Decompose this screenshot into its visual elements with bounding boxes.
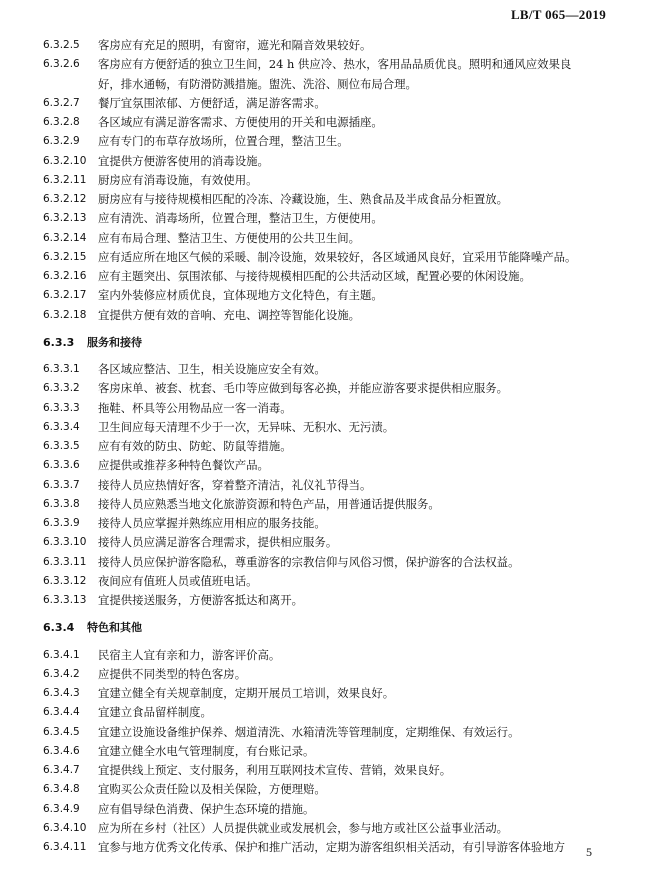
clause-number: 6.3.2.14 — [43, 231, 87, 244]
section-heading-service — [43, 333, 623, 352]
clause-text: 应有主题突出、氛围浓郁、与接待规模相匹配的公共活动区域，配置必要的休闲设施。 — [98, 269, 531, 283]
clause-text: 宜建立健全有关规章制度，定期开展员工培训，效果良好。 — [98, 686, 395, 700]
clause-text: 宜建立设施设备维护保养、烟道清洗、水箱清洗等管理制度，定期维保、有效运行。 — [98, 724, 520, 739]
clause-item — [43, 456, 623, 475]
section-title: 特色和其他 — [87, 621, 142, 635]
section-title: 服务和接待 — [87, 335, 142, 349]
clause-number: 6.3.4.9 — [43, 802, 80, 815]
clause-number: 6.3.3.10 — [43, 536, 87, 549]
clause-item — [43, 152, 623, 171]
document-body — [43, 36, 623, 857]
clause-number: 6.3.2.8 — [43, 116, 80, 128]
clause-text: 卫生间应每天清理不少于一次，无异味、无积水、无污渍。 — [98, 419, 395, 434]
clause-text: 室内外装修应材质优良，宜体现地方文化特色，有主题。 — [98, 288, 383, 303]
clause-item — [43, 113, 623, 132]
clause-number: 6.3.3.12 — [43, 574, 87, 587]
standard-code-header: LB/T 065—2019 — [510, 7, 606, 22]
clause-text: 应有适应所在地区气候的采暖、制冷设施，效果较好，各区域通风良好，宜采用节能降噪产品。 — [98, 249, 577, 264]
clause-number: 6.3.4.4 — [43, 706, 80, 719]
clause-text: 民宿主人宜有亲和力，游客评价高。 — [98, 647, 281, 662]
clause-text: 夜间应有值班人员或值班电话。 — [98, 573, 258, 588]
clause-item — [43, 379, 623, 398]
clause-item — [43, 209, 623, 228]
clause-item — [43, 646, 623, 665]
clause-text: 宜提供接送服务，方便游客抵达和离开。 — [98, 593, 304, 607]
clause-text: 客房床单、被套、枕套、毛巾等应做到每客必换，并能应游客要求提供相应服务。 — [98, 381, 509, 396]
clause-text: 应为所在乡村（社区）人员提供就业或发展机会，参与地方或社区公益事业活动。 — [98, 820, 509, 835]
clause-text: 应有倡导绿色消费、保护生态环境的措施。 — [98, 801, 315, 816]
clause-text: 接待人员应热情好客，穿着整齐清洁，礼仪礼节得当。 — [98, 477, 372, 492]
clause-list-service — [43, 360, 623, 610]
clause-item — [43, 94, 623, 113]
clause-item — [43, 55, 623, 74]
clause-number: 6.3.3.7 — [43, 478, 80, 491]
clause-text: 宜建立食品留样制度。 — [98, 705, 212, 720]
clause-number: 6.3.3.11 — [43, 555, 87, 568]
clause-item — [43, 684, 623, 703]
clause-number: 6.3.2.7 — [43, 96, 80, 109]
clause-text: 各区域应有满足游客需求、方便使用的开关和电源插座。 — [98, 115, 383, 129]
clause-number: 6.3.3.4 — [43, 420, 80, 433]
clause-text: 应有布局合理、整洁卫生、方便使用的公共卫生间。 — [98, 230, 360, 245]
clause-item — [43, 360, 623, 379]
clause-text: 宜提供方便有效的音响、充电、调控等智能化设施。 — [98, 307, 360, 322]
clause-item — [43, 476, 623, 495]
clause-text: 宜提供线上预定、支付服务，利用互联网技术宣传、营销，效果良好。 — [98, 763, 452, 777]
section-heading-features — [43, 618, 623, 637]
section-number: 6.3.3 — [43, 335, 75, 349]
section-number: 6.3.4 — [43, 621, 75, 635]
clause-item — [43, 819, 623, 838]
clause-item — [43, 132, 623, 151]
clause-continuation — [43, 75, 623, 94]
clause-item — [43, 723, 623, 742]
clause-number: 6.3.4.5 — [43, 725, 80, 738]
clause-number: 6.3.2.6 — [43, 58, 80, 71]
clause-item — [43, 437, 623, 456]
clause-number: 6.3.3.1 — [43, 363, 80, 375]
clause-item — [43, 306, 623, 325]
clause-text: 接待人员应保护游客隐私，尊重游客的宗教信仰与风俗习惯，保护游客的合法权益。 — [98, 554, 520, 569]
clause-number: 6.3.2.9 — [43, 135, 80, 148]
clause-text: 宜提供方便游客使用的消毒设施。 — [98, 153, 269, 168]
clause-item — [43, 267, 623, 286]
clause-item — [43, 514, 623, 533]
clause-item — [43, 665, 623, 684]
clause-text: 各区域应整洁、卫生，相关设施应安全有效。 — [98, 362, 326, 376]
clause-item — [43, 553, 623, 572]
clause-number: 6.3.4.10 — [43, 821, 87, 834]
clause-number: 6.3.4.8 — [43, 783, 80, 796]
clause-number: 6.3.4.3 — [43, 687, 80, 699]
clause-number: 6.3.4.7 — [43, 764, 80, 776]
clause-item — [43, 495, 623, 514]
clause-text: 客房应有方便舒适的独立卫生间，24 h 供应冷、热水，客用品品质优良。照明和通风应效果良 — [98, 57, 572, 72]
clause-item — [43, 761, 623, 780]
clause-number: 6.3.4.2 — [43, 667, 80, 680]
clause-number: 6.3.2.12 — [43, 193, 87, 205]
clause-text: 宜购买公众责任险以及相关保险，方便理赔。 — [98, 782, 326, 797]
clause-text: 厨房应有消毒设施，有效使用。 — [98, 172, 258, 187]
clause-text: 接待人员应熟悉当地文化旅游资源和特色产品，用普通话提供服务。 — [98, 496, 440, 511]
clause-item — [43, 800, 623, 819]
clause-item — [43, 838, 623, 857]
clause-number: 6.3.3.8 — [43, 497, 80, 510]
clause-number: 6.3.3.3 — [43, 401, 80, 414]
clause-number: 6.3.2.10 — [43, 154, 87, 167]
clause-text: 应提供或推荐多种特色餐饮产品。 — [98, 458, 269, 473]
clause-item — [43, 286, 623, 305]
clause-text: 应有专门的布草存放场所，位置合理，整洁卫生。 — [98, 134, 349, 149]
clause-item — [43, 190, 623, 209]
clause-item — [43, 591, 623, 610]
clause-item — [43, 399, 623, 418]
clause-text: 餐厅宜氛围浓郁、方便舒适，满足游客需求。 — [98, 95, 326, 110]
clause-item — [43, 171, 623, 190]
clause-number: 6.3.3.6 — [43, 459, 80, 472]
clause-number: 6.3.2.16 — [43, 270, 87, 282]
clause-item — [43, 780, 623, 799]
page-number: 5 — [586, 845, 592, 859]
clause-number: 6.3.4.6 — [43, 744, 80, 757]
clause-number: 6.3.2.18 — [43, 308, 87, 321]
clause-text: 宜参与地方优秀文化传承、保护和推广活动，定期为游客组织相关活动，有引导游客体验地方 — [98, 840, 566, 854]
clause-number: 6.3.2.11 — [43, 173, 87, 186]
clause-number: 6.3.4.1 — [43, 648, 80, 661]
clause-number: 6.3.3.9 — [43, 517, 80, 529]
clause-item — [43, 533, 623, 552]
clause-item — [43, 572, 623, 591]
clause-text: 应有有效的防虫、防蛇、防鼠等措施。 — [98, 439, 292, 453]
clause-text: 客房应有充足的照明，有窗帘，遮光和隔音效果较好。 — [98, 38, 372, 52]
clause-text: 好，排水通畅，有防滑防溅措施。盥洗、洗浴、厕位布局合理。 — [98, 76, 417, 91]
clause-text: 应有清洗、消毒场所，位置合理，整洁卫生，方便使用。 — [98, 211, 383, 226]
clause-number: 6.3.3.5 — [43, 440, 80, 452]
clause-item — [43, 418, 623, 437]
clause-text: 拖鞋、杯具等公用物品应一客一消毒。 — [98, 400, 292, 415]
clause-text: 宜建立健全水电气管理制度，有台账记录。 — [98, 743, 315, 758]
clause-item — [43, 703, 623, 722]
clause-list-features — [43, 646, 623, 858]
clause-number: 6.3.3.2 — [43, 382, 80, 395]
clause-item — [43, 36, 623, 55]
clause-item — [43, 229, 623, 248]
clause-text: 应提供不同类型的特色客房。 — [98, 666, 247, 681]
clause-item — [43, 742, 623, 761]
clause-text: 接待人员应满足游客合理需求，提供相应服务。 — [98, 535, 338, 550]
clause-list-facilities — [43, 36, 623, 325]
clause-text: 厨房应有与接待规模相匹配的冷冻、冷藏设施，生、熟食品及半成食品分柜置放。 — [98, 192, 509, 206]
clause-number: 6.3.3.13 — [43, 594, 87, 606]
clause-item — [43, 248, 623, 267]
clause-number: 6.3.4.11 — [43, 841, 87, 853]
clause-number: 6.3.2.5 — [43, 39, 80, 51]
clause-number: 6.3.2.13 — [43, 212, 87, 225]
clause-text: 接待人员应掌握并熟练应用相应的服务技能。 — [98, 516, 326, 530]
clause-number: 6.3.2.15 — [43, 250, 87, 263]
clause-number: 6.3.2.17 — [43, 289, 87, 302]
